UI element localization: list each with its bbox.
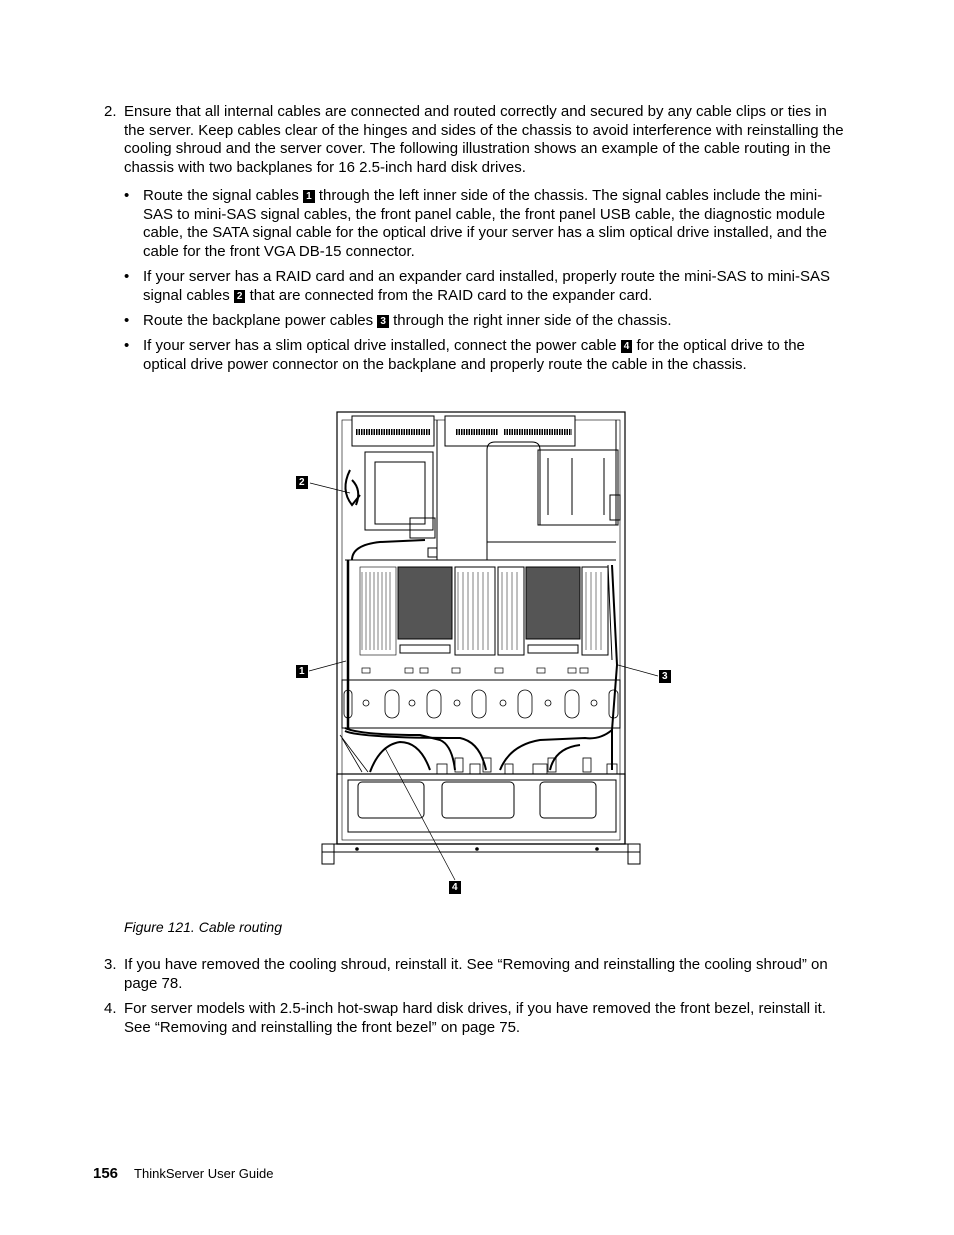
- figure-callout-4: 4: [449, 881, 461, 894]
- callout-badge-4: 4: [621, 340, 633, 353]
- step-text: For server models with 2.5-inch hot-swap hard disk drives, if you have removed the front bezel, reinstall it. See “Removing and reinstalling the front bezel” on page 75.: [124, 1000, 826, 1036]
- cable-routing-figure: [280, 400, 680, 900]
- document-title: ThinkServer User Guide: [134, 1166, 274, 1181]
- callout-badge-3: 3: [377, 315, 389, 328]
- bullet-dot: •: [124, 337, 130, 354]
- callout-badge-2: 2: [234, 290, 246, 303]
- figure-callout-1: 1: [296, 665, 308, 678]
- bullet-signal-cables: [124, 187, 846, 261]
- bullet-text: Route the signal cables 1 through the left inner side of the chassis. The signal cables include the mini-SAS to mini-SAS signal cables, the front panel cable, the front panel USB cable, the diagnostic module cable, the SATA signal cable for the optical drive if your server has a slim optical drive installed, and the cable for the front VGA DB-15 connector.: [143, 187, 827, 260]
- bullet-dot: •: [124, 312, 130, 329]
- bullet-dot: •: [124, 268, 130, 285]
- bullet-optical-power: [124, 337, 846, 374]
- figure-callout-2: 2: [296, 476, 308, 489]
- step-text: Ensure that all internal cables are connected and routed correctly and secured by any cable clips or ties in the server. Keep cables clear of the hinges and sides of the chassis to avoid interference with reinstalling the cooling shroud and the server cover. The following illustration shows an example of the cable routing in the chassis with two backplanes for 16 2.5-inch hard disk drives.: [124, 103, 844, 176]
- figure-caption: Figure 121. Cable routing: [124, 919, 282, 935]
- bullet-power-cables: [124, 312, 846, 331]
- step-number: 2.: [104, 103, 117, 120]
- bullet-raid-cables: [124, 268, 846, 305]
- bullet-text: If your server has a RAID card and an expander card installed, properly route the mini-SAS to mini-SAS signal cables 2 that are connected from the RAID card to the expander card.: [143, 268, 830, 304]
- step-number: 3.: [104, 956, 117, 973]
- page-number: 156: [93, 1165, 119, 1182]
- step-2: [104, 103, 846, 177]
- page-footer: [93, 1165, 273, 1182]
- step-number: 4.: [104, 1000, 117, 1017]
- step-3: [104, 956, 846, 993]
- callout-badge-1: 1: [303, 190, 315, 203]
- step-4: [104, 1000, 846, 1037]
- chassis-illustration: [280, 400, 680, 900]
- bullet-dot: •: [124, 187, 130, 204]
- bullet-text: If your server has a slim optical drive installed, connect the power cable 4 for the optical drive to the optical drive power connector on the backplane and properly route the cable in the chassis.: [143, 337, 805, 373]
- bullet-text: Route the backplane power cables 3 through the right inner side of the chassis.: [143, 312, 672, 329]
- step-text: If you have removed the cooling shroud, reinstall it. See “Removing and reinstalling the cooling shroud” on page 78.: [124, 956, 828, 992]
- figure-callout-3: 3: [659, 670, 671, 683]
